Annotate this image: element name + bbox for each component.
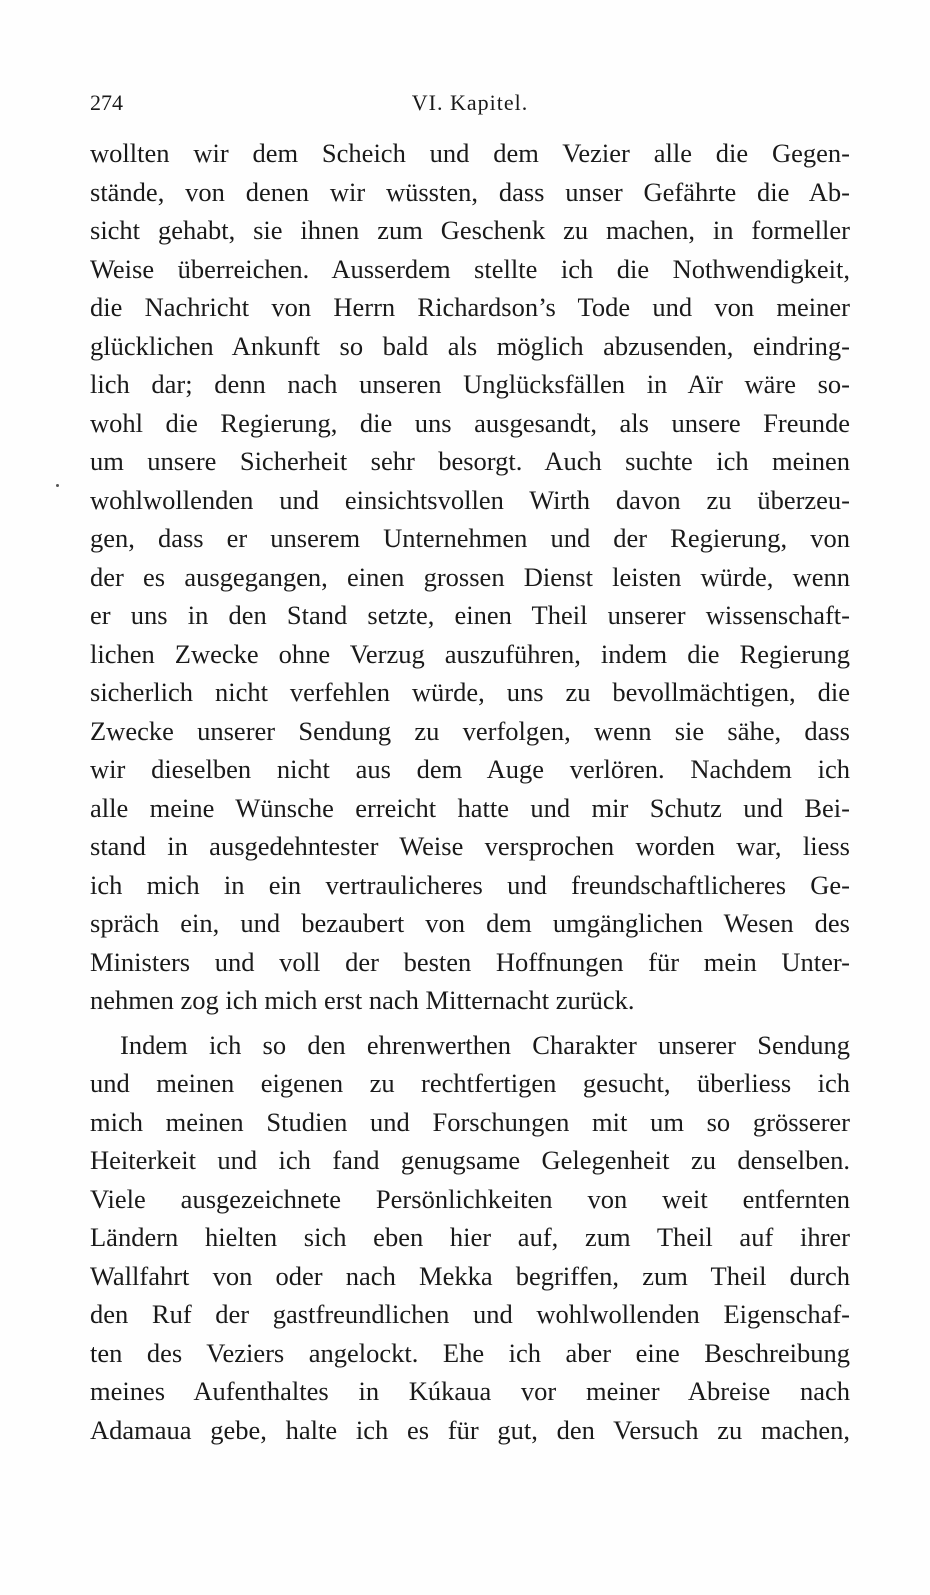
text-line: der es ausgegangen, einen grossen Dienst leisten würde, wenn bbox=[90, 561, 850, 592]
text-line: wohlwollenden und einsichtsvollen Wirth davon zu überzeu- bbox=[90, 484, 850, 515]
text-line: Heiterkeit und ich fand genugsame Gelegenheit zu denselben. bbox=[90, 1145, 850, 1175]
text-line: nehmen zog ich mich erst nach Mitternacht zurück. bbox=[90, 985, 635, 1015]
paragraph-2 bbox=[90, 1026, 850, 1450]
text-line: Ministers und voll der besten Hoffnungen für mein Unter- bbox=[90, 946, 850, 977]
text-line: glücklichen Ankunft so bald als möglich abzusenden, eindring- bbox=[90, 330, 850, 361]
text-line: ten des Veziers angelockt. Ehe ich aber eine Beschreibung bbox=[90, 1337, 850, 1368]
page-number: 274 bbox=[90, 90, 123, 115]
text-line: Adamaua gebe, halte ich es für gut, den Versuch zu machen, bbox=[90, 1414, 850, 1445]
text-line: Ländern hielten sich eben hier auf, zum Theil auf ihrer bbox=[90, 1222, 850, 1252]
text-line: mich meinen Studien und Forschungen mit um so grösserer bbox=[90, 1106, 850, 1137]
text-line: stand in ausgedehntester Weise versprochen worden war, liess bbox=[90, 831, 850, 861]
body-text bbox=[90, 134, 850, 1449]
text-line: Viele ausgezeichnete Persönlichkeiten von weit entfernten bbox=[90, 1183, 850, 1214]
text-line: Wallfahrt von oder nach Mekka begriffen, zum Theil durch bbox=[90, 1260, 850, 1291]
text-line: und meinen eigenen zu rechtfertigen gesucht, überliess ich bbox=[90, 1068, 850, 1098]
text-line: er uns in den Stand setzte, einen Theil unserer wissenschaft- bbox=[90, 600, 850, 630]
text-line: stände, von denen wir wüssten, dass unser Gefährte die Ab- bbox=[90, 176, 850, 207]
text-line: Zwecke unserer Sendung zu verfolgen, wenn sie sähe, dass bbox=[90, 715, 850, 746]
text-line: wollten wir dem Scheich und dem Vezier alle die Gegen- bbox=[90, 138, 850, 168]
text-line: den Ruf der gastfreundlichen und wohlwollenden Eigenschaf- bbox=[90, 1299, 850, 1329]
text-line: die Nachricht von Herrn Richardson’s Tode und von meiner bbox=[90, 292, 850, 322]
text-line: wohl die Regierung, die uns ausgesandt, als unsere Freunde bbox=[90, 407, 850, 438]
running-head: VI. Kapitel. bbox=[411, 90, 529, 115]
text-line: lichen Zwecke ohne Verzug auszuführen, indem die Regierung bbox=[90, 638, 850, 669]
text-line: Indem ich so den ehrenwerthen Charakter unserer Sendung bbox=[120, 1029, 850, 1060]
text-line: wir dieselben nicht aus dem Auge verlören. Nachdem ich bbox=[90, 754, 850, 784]
margin-speck bbox=[56, 484, 59, 487]
text-line: ich mich in ein vertraulicheres und freundschaftlicheres Ge- bbox=[90, 869, 850, 900]
text-line: alle meine Wünsche erreicht hatte und mir Schutz und Bei- bbox=[90, 792, 850, 823]
text-line: sicht gehabt, sie ihnen zum Geschenk zu machen, in formeller bbox=[90, 215, 850, 245]
paragraph-1 bbox=[90, 134, 850, 1020]
text-line: Weise überreichen. Ausserdem stellte ich die Nothwendigkeit, bbox=[90, 253, 850, 284]
text-line: lich dar; denn nach unseren Unglücksfällen in Aïr wäre so- bbox=[90, 369, 850, 399]
text-line: um unsere Sicherheit sehr besorgt. Auch suchte ich meinen bbox=[90, 446, 850, 476]
page-header bbox=[90, 90, 850, 122]
text-line: spräch ein, und bezaubert von dem umgänglichen Wesen des bbox=[90, 908, 850, 938]
text-line: gen, dass er unserem Unternehmen und der Regierung, von bbox=[90, 523, 850, 553]
text-line: meines Aufenthaltes in Kúkaua vor meiner Abreise nach bbox=[90, 1376, 850, 1406]
text-line: sicherlich nicht verfehlen würde, uns zu bevollmächtigen, die bbox=[90, 677, 850, 707]
